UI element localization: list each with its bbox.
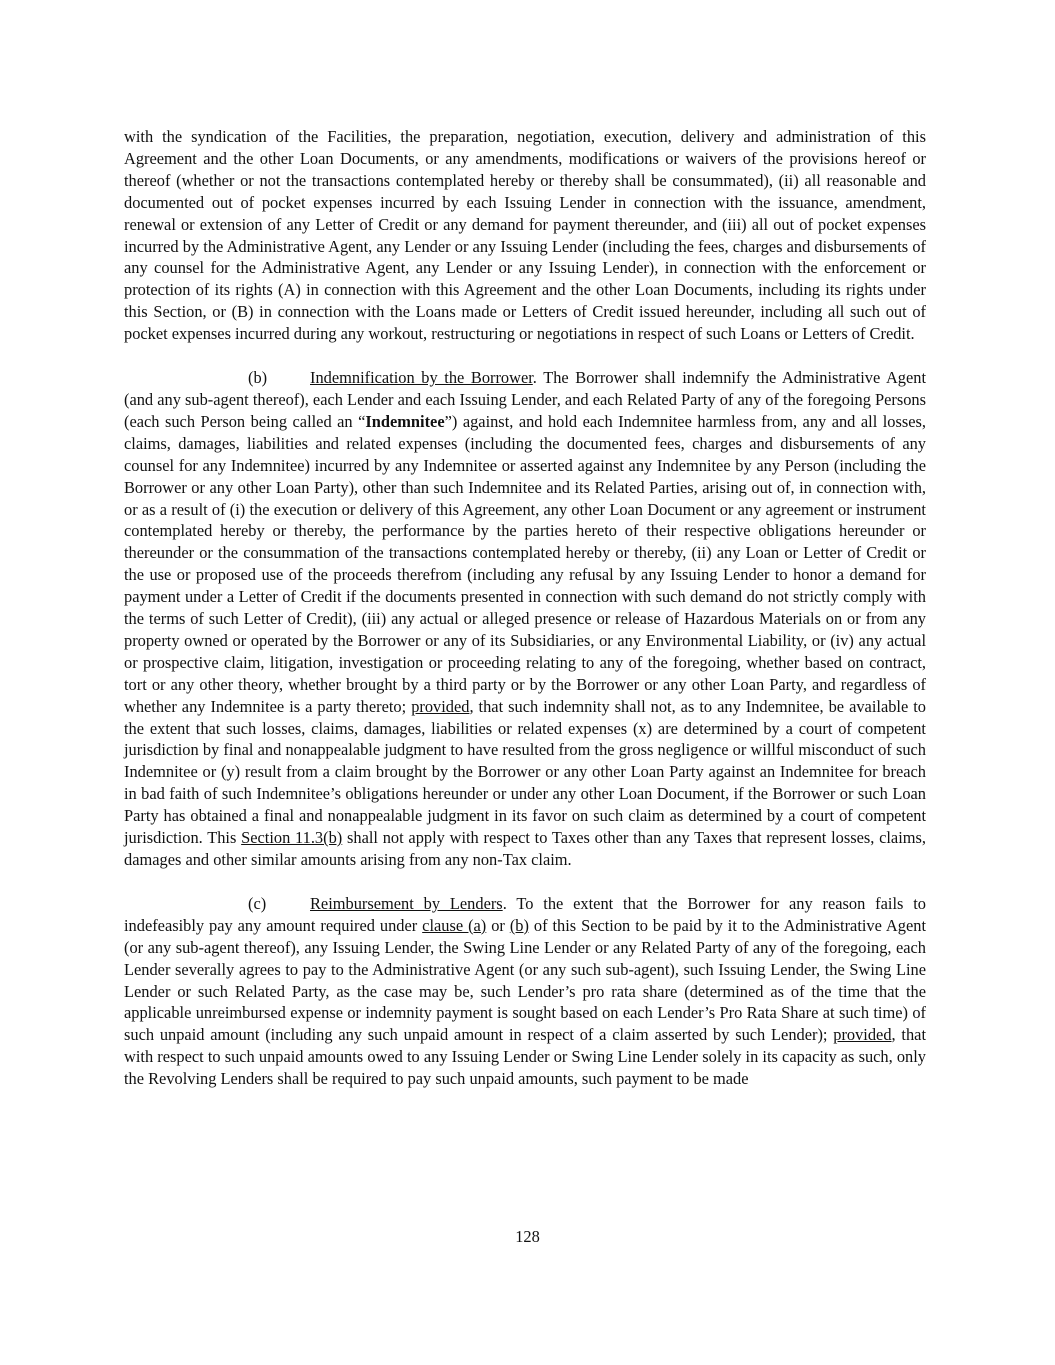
- paragraph-a-continuation: [124, 126, 926, 345]
- defined-term-indemnitee: Indemnitee: [365, 411, 445, 431]
- paragraph-c-text-or: or: [486, 915, 510, 935]
- paragraph-b-text-4: shall not apply with respect to Taxes other than any Taxes that represent losses, claims, damages and other similar amounts arising from any non-Tax claim.: [124, 828, 926, 869]
- document-page: [124, 126, 926, 1112]
- provided-term: provided: [411, 696, 470, 716]
- clause-b-reference: (b): [509, 915, 529, 935]
- paragraph-b-heading: Indemnification by the Borrower: [310, 368, 533, 388]
- paragraph-c-text-2: of this Section to be paid by it to the Administrative Agent (or any sub-agent thereof), any Issuing Lender, the Swing Line Lender or any Related Party of any of the foregoing, each Lender severally agrees to pay to the Administrative Agent (or any such sub-agent), such Issuing Lender, the Swing Line Lender or such Related Party, as the case may be, such Lender’s pro rata share (determined as of the time that the applicable unreimbursed expense or indemnity payment is sought based on each Lender’s Pro Rata Share at such time) of such unpaid amount (including any such unpaid amount in respect of a claim asserted by such Lender);: [124, 915, 926, 1045]
- paragraph-c-text-3: , that with respect to such unpaid amounts owed to any Issuing Lender or Swing Line Lender solely in its capacity as such, only the Revolving Lenders shall be required to pay such unpaid amounts, such payment to be made: [124, 1025, 926, 1089]
- clause-a-reference: clause (a): [422, 915, 487, 935]
- paragraph-b-number: (b): [248, 368, 268, 388]
- paragraph-b-text-2: ”) against, and hold each Indemnitee harmless from, any and all losses, claims, damages, liabilities and related expenses (including the documented fees, charges and disbursements of any counsel for any Indemnitee) incurred by any Indemnitee or asserted against any Indemnitee by any Person (including the Borrower or any other Loan Party), other than such Indemnitee and its Related Parties, arising out of, in connection with, or as a result of (i) the execution or delivery of this Agreement, any other Loan Document or any agreement or instrument contemplated hereby or thereby, the performance by the parties hereto of their respective obligations hereunder or thereunder or the consummation of the transactions contemplated hereby or thereby, (ii) any Loan or Letter of Credit or the use or proposed use of the proceeds therefrom (including any refusal by any Issuing Lender to honor a demand for payment under a Letter of Credit if the documents presented in connection with such demand do not strictly comply with the terms of such Letter of Credit), (iii) any actual or alleged presence or release of Hazardous Materials on or from any property owned or operated by the Borrower or any of its Subsidiaries, or any Environmental Liability, or (iv) any actual or prospective claim, litigation, investigation or proceeding relating to any of the foregoing, whether based on contract, tort or any other theory, whether brought by a third party or by the Borrower or any other Loan Party, and regardless of whether any Indemnitee is a party thereto;: [124, 411, 926, 716]
- paragraph-a-text: with the syndication of the Facilities, the preparation, negotiation, execution, delivery and administration of this Agreement and the other Loan Documents, or any amendments, modifications or waivers of the provisions hereof or thereof (whether or not the transactions contemplated hereby or thereby shall be consummated), (ii) all reasonable and documented out of pocket expenses incurred by each Issuing Lender in connection with the issuance, amendment, renewal or extension of any Letter of Credit or any demand for payment thereunder, and (iii) all out of pocket expenses incurred by the Administrative Agent, any Lender or any Issuing Lender (including the fees, charges and disbursements of any counsel for the Administrative Agent, any Lender or any Issuing Lender), in connection with the enforcement or protection of its rights (A) in connection with this Agreement and the other Loan Documents, including its rights under this Section, or (B) in connection with the Loans made or Letters of Credit issued hereunder, including all such out of pocket expenses incurred during any workout, restructuring or negotiations in respect of such Loans or Letters of Credit.: [124, 127, 926, 344]
- paragraph-c: [124, 893, 926, 1090]
- page-number: 128: [515, 1227, 540, 1246]
- paragraph-b-text-3: , that such indemnity shall not, as to any Indemnitee, be available to the extent that such losses, claims, damages, liabilities or related expenses (x) are determined by a court of competent jurisdiction by final and nonappealable judgment to have resulted from the gross negligence or willful misconduct of such Indemnitee or (y) result from a claim brought by the Borrower or any other Loan Party against an Indemnitee for breach in bad faith of such Indemnitee’s obligations hereunder or under any other Loan Document, if the Borrower or such Loan Party has obtained a final and nonappealable judgment in its favor on such claim as determined by a court of competent jurisdiction. This: [124, 696, 926, 848]
- paragraph-c-text-1: . To the extent that the Borrower for any reason fails to indefeasibly pay any amount required under: [124, 893, 926, 935]
- section-reference: Section 11.3(b): [241, 828, 343, 848]
- paragraph-b-text-1: . The Borrower shall indemnify the Administrative Agent (and any sub-agent thereof), each Lender and each Issuing Lender, and each Related Party of any of the foregoing Persons (each such Person being called an “: [124, 368, 926, 431]
- paragraph-c-heading: Reimbursement by Lenders: [310, 893, 503, 913]
- paragraph-c-number: (c): [248, 893, 267, 913]
- paragraph-b: [124, 367, 926, 871]
- provided-term: provided: [833, 1025, 892, 1045]
